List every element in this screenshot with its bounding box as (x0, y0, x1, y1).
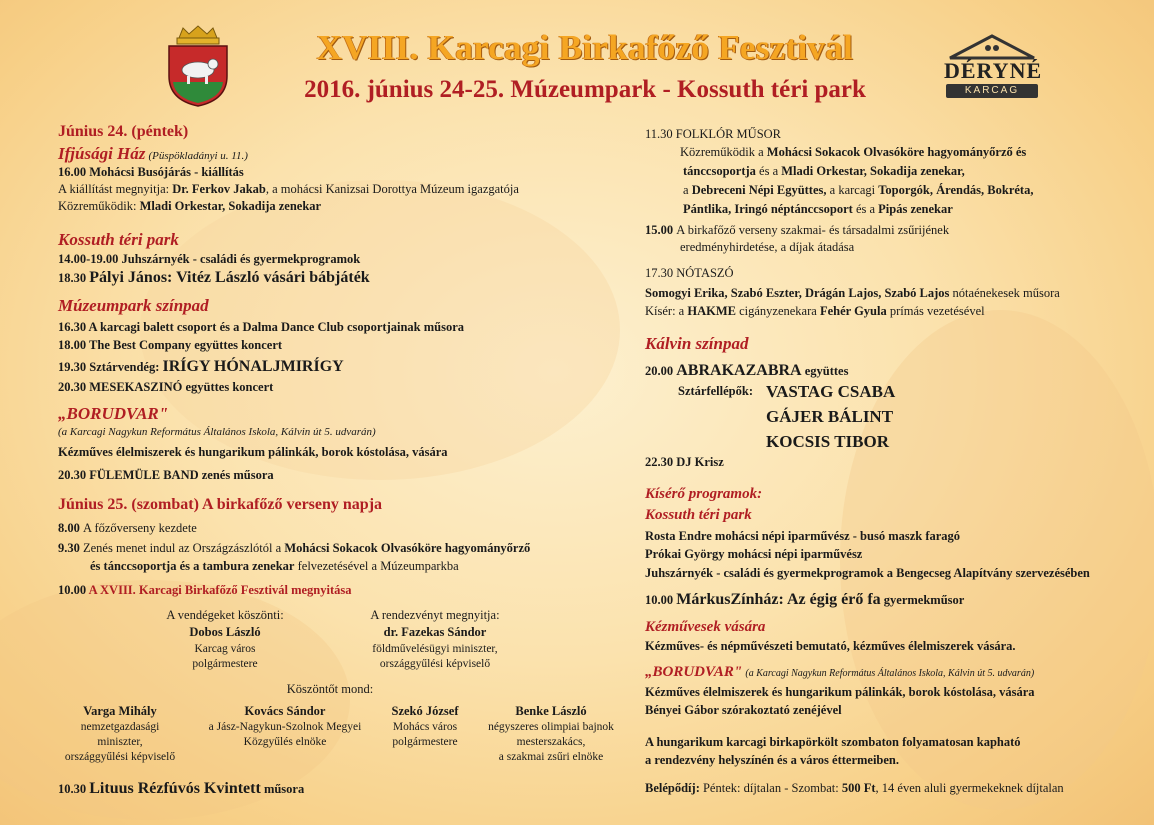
karcag-coat-of-arms-icon (165, 24, 231, 108)
program-line: 18.30 Pályi János: Vitéz László vásári bábjáték (58, 269, 370, 286)
program-line: 14.00-19.00 Juhszárnyék - családi és gyermekprogramok (58, 252, 361, 266)
program-line: 20.00 ABRAKAZABRA együttes (645, 362, 849, 379)
speaker2-name: Kovács Sándor (244, 704, 326, 718)
kossuth-heading: Kossuth téri park (58, 230, 179, 249)
day1-heading: Június 24. (péntek) (58, 123, 189, 140)
speaker4-role: mesterszakács, (516, 736, 586, 748)
greet2-name: dr. Fazekas Sándor (383, 625, 487, 639)
program-line: Sztárfellépők: (678, 384, 753, 398)
program-line: Közreműködik: Mladi Orkestar, Sokadija zenekar (58, 199, 322, 213)
muzeumpark-heading: Múzeumpark színpad (58, 296, 209, 315)
kalvin-heading: Kálvin színpad (645, 334, 749, 353)
program-line: A hungarikum karcagi birkapörkölt szombaton folyamatosan kapható (645, 735, 1021, 749)
greet1-name: Dobos László (189, 625, 261, 639)
speaker1-role: országgyűlési képviselő (64, 751, 176, 763)
speaker2-role: Közgyűlés elnöke (243, 736, 327, 748)
program-line: 19.30 Sztárvendég: IRÍGY HÓNALJMIRÍGY (58, 358, 344, 375)
festival-title: XVIII. Karcagi Birkafőző Fesztivál (316, 28, 854, 67)
program-line: 10.30 Lituus Rézfúvós Kvintett műsora (58, 780, 305, 797)
borudvar-heading: „BORUDVAR" (58, 404, 169, 423)
day2-heading: Június 25. (szombat) A birkafőző verseny napja (58, 496, 383, 513)
ifjusagi-haz-heading: Ifjúsági Ház (Püspökladányi u. 11.) (58, 144, 248, 163)
speaker2-role: a Jász-Nagykun-Szolnok Megyei (208, 721, 362, 733)
kossuth2-heading: Kossuth téri park (645, 507, 752, 523)
greet1-role: polgármestere (192, 658, 258, 670)
speaker3-role: Mohács város (392, 721, 458, 733)
program-line: a rendezvény helyszínén és a város éttermeiben. (645, 753, 900, 767)
star-performer: GÁJER BÁLINT (766, 407, 894, 426)
koszonto-label: Köszöntőt mond: (286, 682, 374, 696)
theater-roof-icon (944, 32, 1040, 60)
program-line: 20.30 MESEKASZINÓ együttes koncert (58, 380, 274, 394)
star-performer: VASTAG CSABA (766, 382, 896, 401)
speaker4-role: négyszeres olimpiai bajnok (488, 721, 614, 733)
deryne-logo-text: DÉRYNÉ (944, 58, 1043, 83)
program-line: 11.30 FOLKLÓR MŰSOR (645, 127, 782, 141)
greet2-role: földművelésügyi miniszter, (372, 643, 498, 655)
festival-subtitle: 2016. június 24-25. Múzeumpark - Kossuth téri park (304, 76, 866, 103)
program-line: 18.00 The Best Company együttes koncert (58, 338, 283, 352)
speaker1-role: nemzetgazdasági (80, 721, 160, 733)
program-line: 8.00 A főzőverseny kezdete (58, 521, 197, 535)
program-line: 16.00 Mohácsi Busójárás - kiállítás (58, 165, 244, 179)
speaker4-role: a szakmai zsűri elnöke (498, 751, 604, 763)
greet2-label: A rendezvényt megnyitja: (370, 608, 500, 622)
program-line: 20.30 FÜLEMÜLE BAND zenés műsora (58, 468, 274, 482)
program-line: Rosta Endre mohácsi népi iparművész - busó maszk faragó (645, 529, 961, 543)
program-line: Juhszárnyék - családi és gyermekprogramok a Bengecseg Alapítvány szervezésében (645, 566, 1090, 580)
program-line: a Debreceni Népi Együttes, a karcagi Toporgók, Árendás, Bokréta, (683, 183, 1034, 197)
speaker1-role: miniszter, (97, 736, 143, 748)
borudvar2-heading: „BORUDVAR" (a Karcagi Nagykun Református Általános Iskola, Kálvin út 5. udvarán) (645, 664, 1035, 680)
program-line: A kiállítást megnyitja: Dr. Ferkov Jakab, a mohácsi Kanizsai Dorottya Múzeum igazgatója (58, 182, 519, 196)
speaker1-name: Varga Mihály (83, 704, 157, 718)
greet1-label: A vendégeket köszönti: (166, 608, 284, 622)
greet2-role: országgyűlési képviselő (379, 658, 491, 670)
program-line: Közreműködik a Mohácsi Sokacok Olvasóköre hagyományőrző és (680, 145, 1027, 159)
program-line: 17.30 NÓTASZÓ (645, 266, 734, 280)
kisero-heading: Kísérő programok: (645, 486, 763, 502)
program-line: Kézműves élelmiszerek és hungarikum pálinkák, borok kóstolása, vására (645, 685, 1035, 699)
program-line: 22.30 DJ Krisz (645, 455, 724, 469)
program-line: 15.00 A birkafőző verseny szakmai- és társadalmi zsűrijének (645, 223, 950, 237)
program-line: 9.30 Zenés menet indul az Országzászlótól a Mohácsi Sokacok Olvasóköre hagyományőrző (58, 541, 531, 555)
program-line: Kísér: a HAKME cigányzenekara Fehér Gyula prímás vezetésével (645, 304, 985, 318)
deryne-logo (944, 32, 1043, 98)
program-line: és tánccsoportja és a tambura zenekar felvezetésével a Múzeumparkba (90, 559, 459, 573)
program-line: Somogyi Erika, Szabó Eszter, Drágán Lajos, Szabó Lajos nótaénekesek műsora (645, 286, 1060, 300)
program-line: eredményhirdetése, a díjak átadása (680, 240, 855, 254)
entry-fee-line: Belépődíj: Péntek: díjtalan - Szombat: 500 Ft, 14 éven aluli gyermekeknek díjtalan (645, 781, 1064, 795)
program-line: 16.30 A karcagi balett csoport és a Dalma Dance Club csoportjainak műsora (58, 320, 465, 334)
speaker3-name: Szekó József (391, 704, 459, 718)
speaker4-name: Benke László (515, 704, 587, 718)
speaker3-role: polgármestere (392, 736, 458, 748)
borudvar-address: (a Karcagi Nagykun Református Általános Iskola, Kálvin út 5. udvarán) (58, 426, 376, 438)
greet1-role: Karcag város (194, 643, 256, 655)
program-line: tánccsoportja és a Mladi Orkestar, Sokadija zenekar, (683, 164, 965, 178)
program-line: Kézműves- és népművészeti bemutató, kézműves élelmiszerek vására. (645, 639, 1016, 653)
kezmuves-heading: Kézművesek vására (645, 619, 766, 635)
program-line: Bényei Gábor szórakoztató zenéjével (645, 703, 842, 717)
program-line: Pántlika, Iringó néptánccsoport és a Pipás zenekar (683, 202, 953, 216)
program-line: Kézműves élelmiszerek és hungarikum pálinkák, borok kóstolása, vására (58, 445, 448, 459)
star-performer: KOCSIS TIBOR (766, 432, 889, 451)
program-line: 10.00 MárkusZínház: Az égig érő fa gyermekműsor (645, 591, 965, 608)
program-line: 10.00 A XVIII. Karcagi Birkafőző Fesztivál megnyitása (58, 583, 352, 597)
karcag-logo-text: KARCAG (946, 84, 1038, 98)
program-line: Prókai György mohácsi népi iparművész (645, 547, 863, 561)
